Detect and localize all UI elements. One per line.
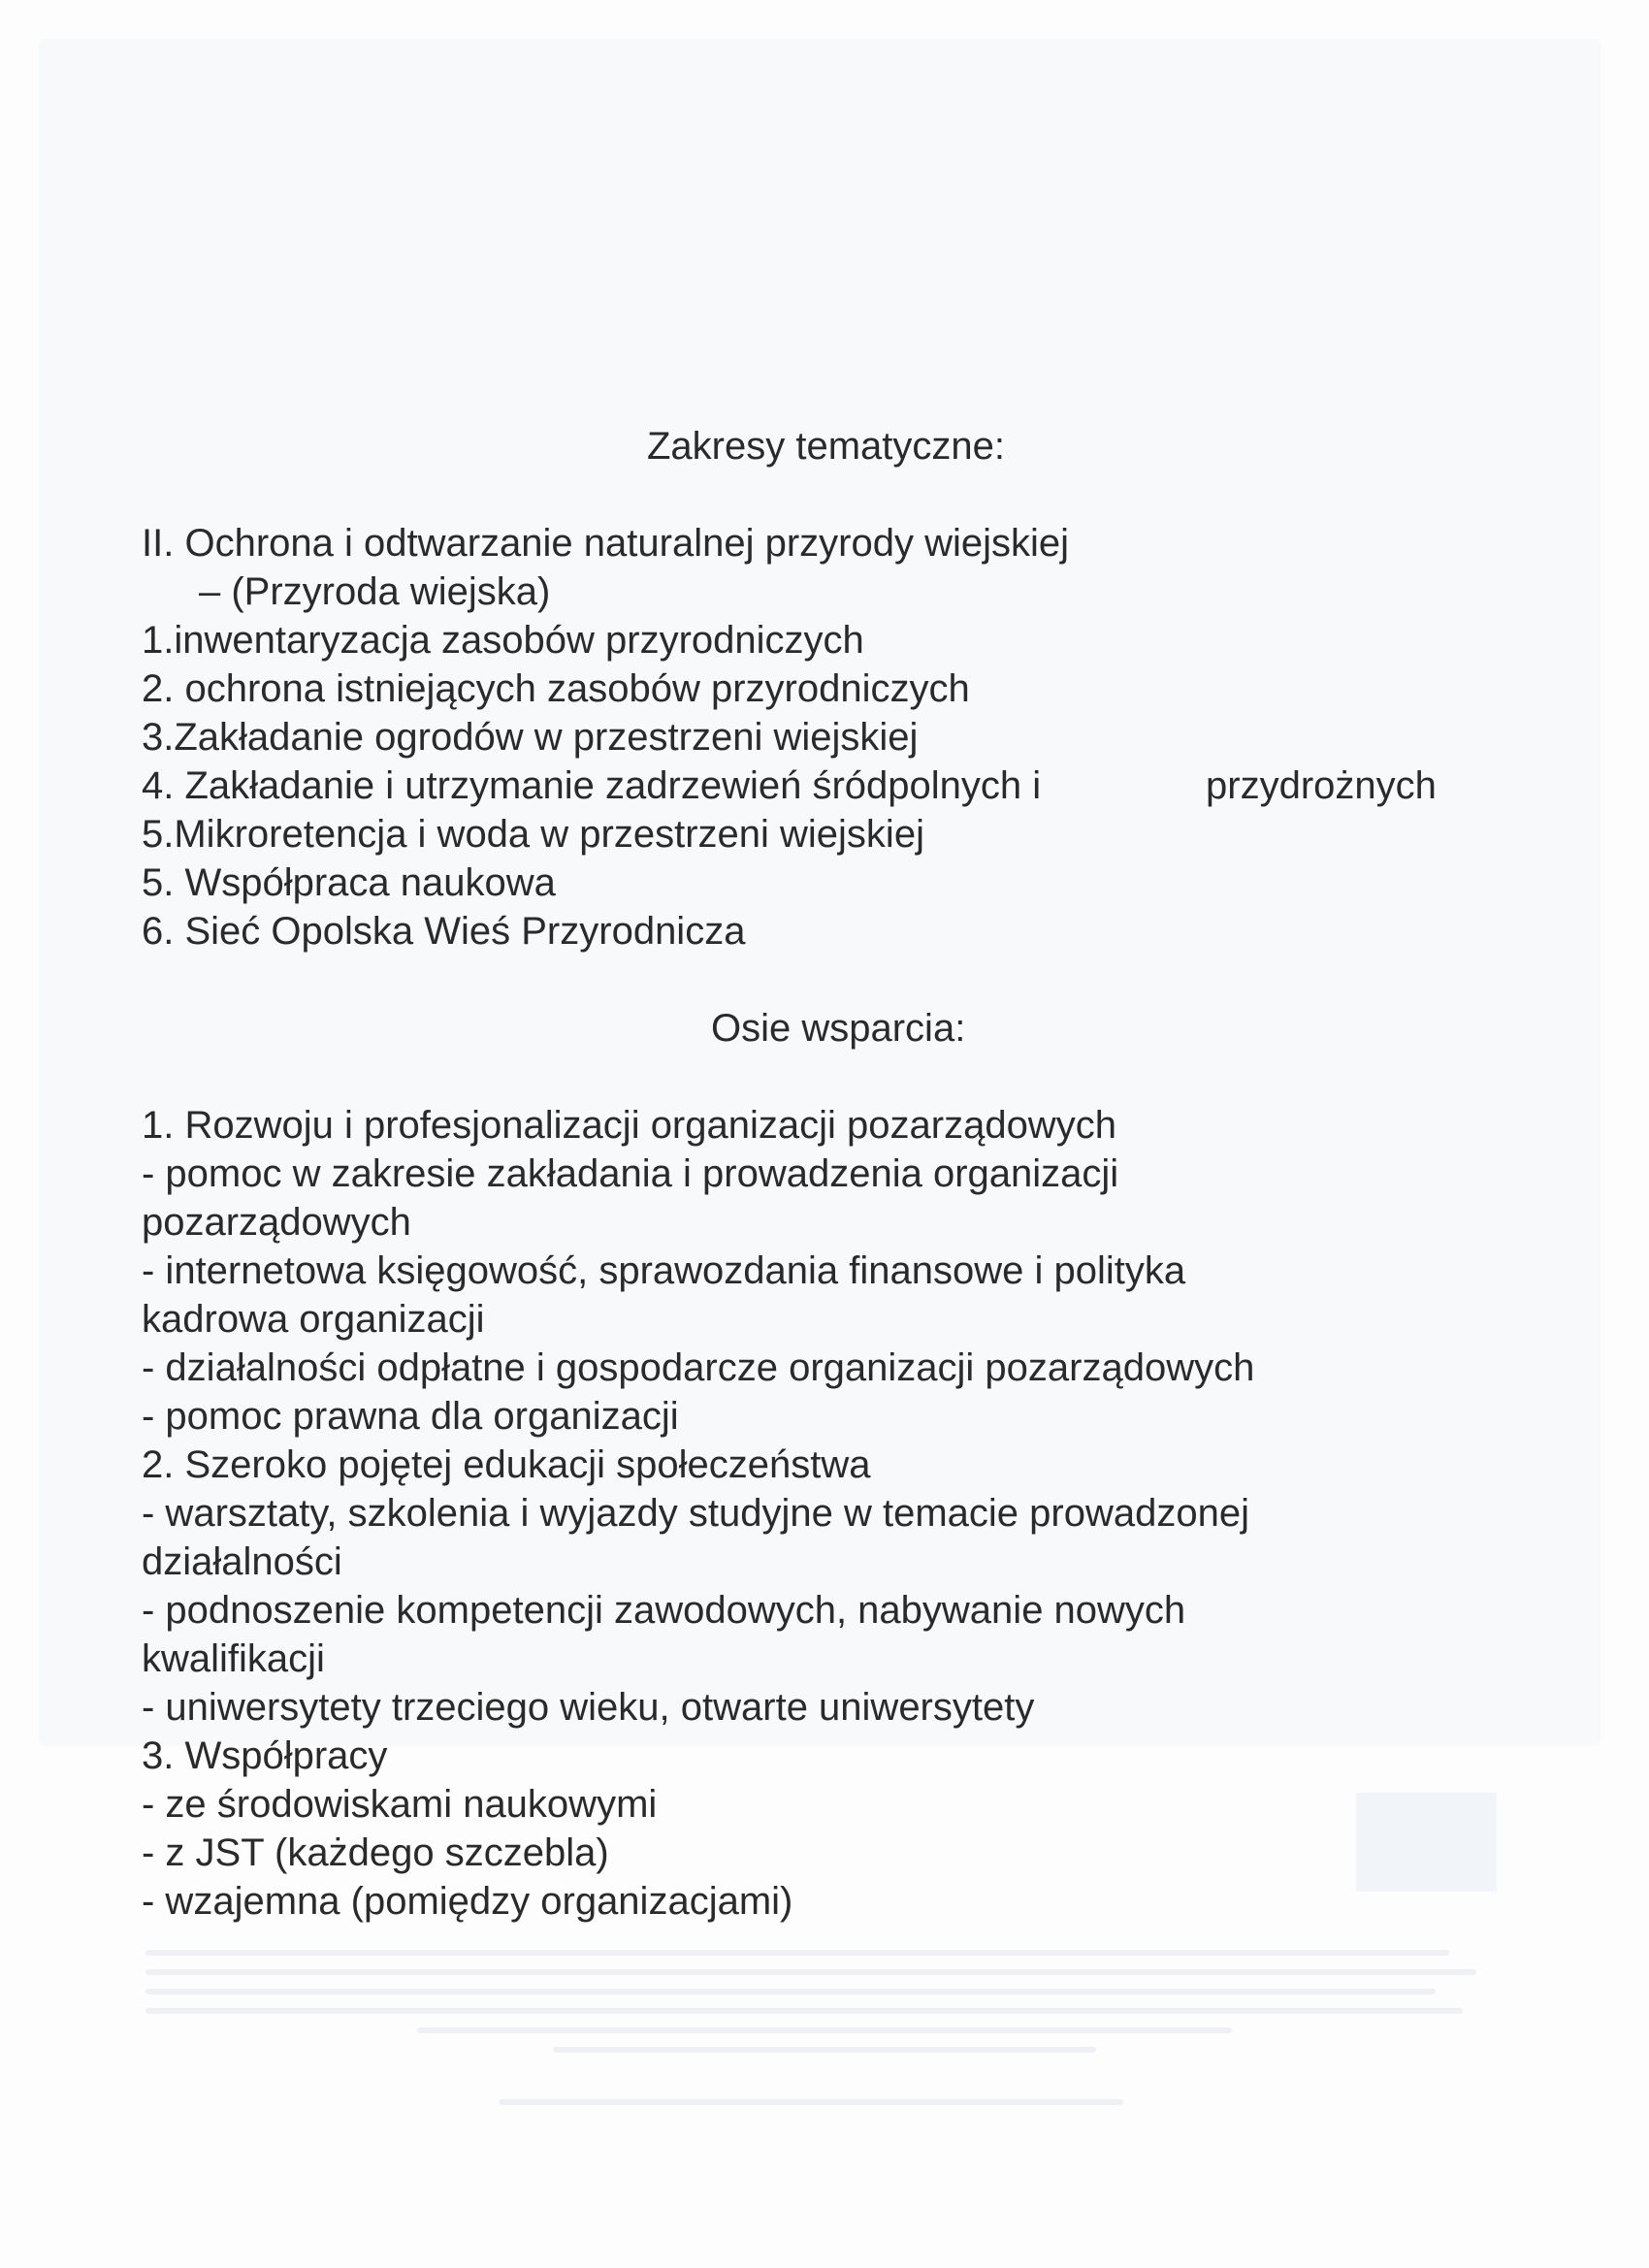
section-title-line1: II. Ochrona i odtwarzanie naturalnej przyrody wiejskiej (142, 522, 1069, 565)
support-line: - warsztaty, szkolenia i wyjazdy studyjne w temacie prowadzonej (142, 1492, 1249, 1535)
support-line: - pomoc w zakresie zakładania i prowadzenia organizacji (142, 1152, 1119, 1195)
support-line: pozarządowych (142, 1201, 411, 1244)
heading-topics: Zakresy tematyczne: (647, 425, 1006, 468)
topic-item: 5. Współpraca naukowa (142, 861, 556, 904)
support-line: - podnoszenie kompetencji zawodowych, nabywanie nowych (142, 1589, 1186, 1632)
support-line: - ze środowiskami naukowymi (142, 1783, 658, 1826)
support-line: - z JST (każdego szczebla) (142, 1831, 609, 1874)
topic-item: 4. Zakładanie i utrzymanie zadrzewień śródpolnych i (142, 764, 1042, 807)
topic-item: 5.Mikroretencja i woda w przestrzeni wiejskiej (142, 813, 924, 856)
support-line: - działalności odpłatne i gospodarcze organizacji pozarządowych (142, 1346, 1255, 1389)
support-line: 1. Rozwoju i profesjonalizacji organizacji pozarządowych (142, 1104, 1116, 1147)
support-line: 2. Szeroko pojętej edukacji społeczeństwa (142, 1443, 871, 1486)
bleed-through-box (1356, 1793, 1497, 1892)
support-line: - wzajemna (pomiędzy organizacjami) (142, 1880, 793, 1923)
topic-item: 6. Sieć Opolska Wieś Przyrodnicza (142, 910, 746, 953)
topic-item: 1.inwentaryzacja zasobów przyrodniczych (142, 619, 864, 662)
support-line: - pomoc prawna dla organizacji (142, 1395, 679, 1438)
section-title-line2: – (Przyroda wiejska) (199, 570, 551, 613)
support-line: - internetowa księgowość, sprawozdania finansowe i polityka (142, 1249, 1186, 1292)
support-line: działalności (142, 1540, 342, 1583)
support-line: 3. Współpracy (142, 1734, 388, 1777)
heading-support: Osie wsparcia: (711, 1007, 966, 1050)
topic-item: 3.Zakładanie ogrodów w przestrzeni wiejskiej (142, 716, 919, 759)
topic-item-tail: przydrożnych (1206, 764, 1437, 807)
support-line: kadrowa organizacji (142, 1298, 485, 1341)
support-line: - uniwersytety trzeciego wieku, otwarte uniwersytety (142, 1686, 1035, 1729)
bleed-through-footer (146, 1950, 1504, 2144)
topic-item: 2. ochrona istniejących zasobów przyrodniczych (142, 667, 970, 710)
support-line: kwalifikacji (142, 1637, 325, 1680)
